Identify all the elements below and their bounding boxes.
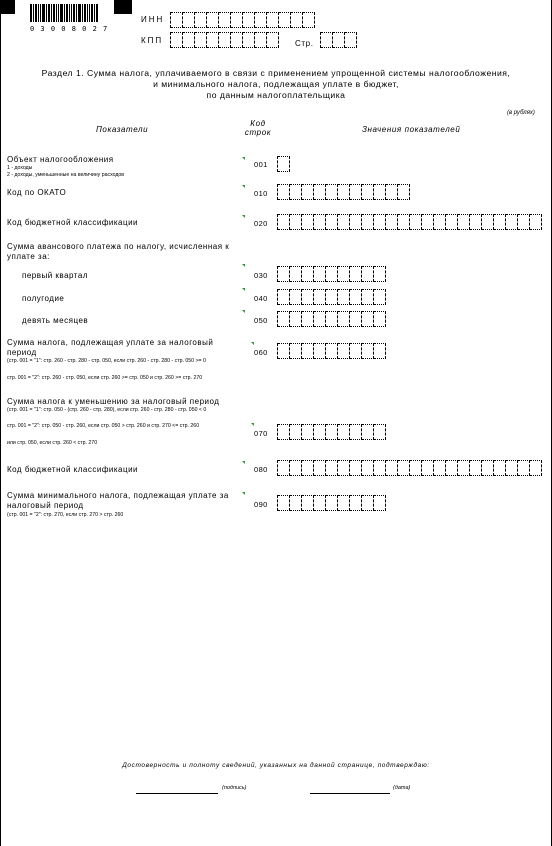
row-020-marker bbox=[242, 215, 245, 218]
row-001-note-2: 2 - доходы, уменьшенные на величину расходов bbox=[7, 172, 125, 178]
confirmation-text: Достоверность и полноту сведений, указанных на данной странице, подтверждаю: bbox=[122, 762, 430, 769]
row-010-title: Код по ОКАТО bbox=[7, 188, 67, 197]
row-030-code: 030 bbox=[254, 271, 268, 280]
section-title bbox=[0, 68, 552, 101]
row-010-field[interactable] bbox=[277, 184, 410, 200]
page-left-border bbox=[0, 0, 1, 846]
row-001-title: Объект налогообложения bbox=[7, 155, 114, 164]
corner-marker-right bbox=[114, 0, 132, 14]
row-040-field[interactable] bbox=[277, 289, 386, 305]
row-050-code: 050 bbox=[254, 316, 268, 325]
row-060-note-2: стр. 001 = "2": стр. 260 - стр. 050, если стр. 260 >= стр. 050 и стр. 260 >= стр. 270 bbox=[7, 375, 203, 381]
row-001-field[interactable] bbox=[277, 156, 290, 172]
row-001-code: 001 bbox=[254, 160, 268, 169]
row-030-marker bbox=[242, 264, 245, 267]
row-020-code: 020 bbox=[254, 219, 268, 228]
inn-label: ИНН bbox=[141, 15, 165, 24]
row-020-field[interactable] bbox=[277, 214, 542, 230]
row-060-field[interactable] bbox=[277, 343, 386, 359]
row-080-code: 080 bbox=[254, 465, 268, 474]
barcode-number: 0 3 0 0 8 0 2 7 bbox=[30, 25, 109, 33]
row-010-marker bbox=[242, 185, 245, 188]
row-060-title: Сумма налога, подлежащая уплате за налоговый период bbox=[7, 338, 214, 357]
row-090-field[interactable] bbox=[277, 495, 386, 511]
row-080-field[interactable] bbox=[277, 460, 542, 476]
section-title-line3: по данным налогоплательщика bbox=[206, 90, 346, 100]
col-code bbox=[243, 119, 273, 137]
row-040-title: полугодие bbox=[22, 294, 65, 303]
row-050-title: девять месяцев bbox=[22, 316, 89, 325]
row-070-code: 070 bbox=[254, 429, 268, 438]
col-indicators: Показатели bbox=[96, 125, 149, 134]
date-line[interactable] bbox=[310, 792, 390, 794]
row-030-title: первый квартал bbox=[22, 271, 88, 280]
row-050-marker bbox=[242, 310, 245, 313]
corner-marker-left bbox=[1, 0, 15, 14]
row-070-marker bbox=[251, 423, 254, 426]
row-090-note-1: (стр. 001 = "2": стр. 270, если стр. 270 > стр. 260 bbox=[7, 512, 124, 518]
row-060-code: 060 bbox=[254, 348, 268, 357]
row-080-title: Код бюджетной классификации bbox=[7, 465, 139, 474]
col-code-line1: Код bbox=[250, 119, 266, 128]
row-050-field[interactable] bbox=[277, 311, 386, 327]
row-090-code: 090 bbox=[254, 500, 268, 509]
row-070-field[interactable] bbox=[277, 424, 386, 440]
row-020-title: Код бюджетной классификации bbox=[7, 218, 139, 227]
inn-field[interactable] bbox=[170, 12, 315, 28]
row-070-note-3: или стр. 050, если стр. 260 < стр. 270 bbox=[7, 440, 98, 446]
row-001-marker bbox=[242, 157, 245, 160]
signature-line[interactable] bbox=[136, 792, 218, 794]
row-010-code: 010 bbox=[254, 189, 268, 198]
kpp-field[interactable] bbox=[170, 32, 279, 48]
date-caption: (дата) bbox=[393, 785, 411, 791]
row-040-code: 040 bbox=[254, 294, 268, 303]
section-title-line1: Раздел 1. Сумма налога, уплачиваемого в связи с применением упрощенной системы налогообложения, bbox=[41, 68, 511, 78]
row-070-note-2: стр. 001 = "2": стр. 050 - стр. 260, если стр. 050 > стр. 260 и стр. 270 <= стр. 260 bbox=[7, 423, 200, 429]
row-060-marker bbox=[251, 342, 254, 345]
row-090-title: Сумма минимального налога, подлежащая уплате за налоговый период bbox=[7, 491, 229, 510]
barcode bbox=[30, 4, 99, 22]
section-title-line2: и минимального налога, подлежащая уплате в бюджет, bbox=[153, 79, 399, 89]
row-070-note-1: (стр. 001 = "1": стр. 050 - (стр. 260 - стр. 280), если стр. 260 - стр. 280 - стр. 050 < 0 bbox=[7, 407, 207, 413]
col-values: Значения показателей bbox=[362, 125, 461, 134]
units-note: (в рублях) bbox=[507, 110, 535, 116]
kpp-label: КПП bbox=[141, 36, 164, 45]
row-040-marker bbox=[242, 288, 245, 291]
page-number-field[interactable] bbox=[320, 32, 357, 48]
row-030-field[interactable] bbox=[277, 266, 386, 282]
signature-caption: (подпись) bbox=[222, 785, 247, 791]
col-code-line2: строк bbox=[244, 128, 272, 137]
row-001-note-1: 1 - доходы bbox=[7, 165, 33, 171]
page-label: Стр. bbox=[295, 39, 314, 48]
row-080-marker bbox=[242, 461, 245, 464]
row-070-title: Сумма налога к уменьшению за налоговый период bbox=[7, 397, 220, 406]
row-060-note-1: (стр. 001 = "1": стр. 260 - стр. 280 - стр. 050, если стр. 260 - стр. 280 - стр. 050 >= 0 bbox=[7, 358, 206, 364]
advance-heading: Сумма авансового платежа по налогу, исчисленная к уплате за: bbox=[7, 242, 230, 261]
row-090-marker bbox=[242, 492, 245, 495]
